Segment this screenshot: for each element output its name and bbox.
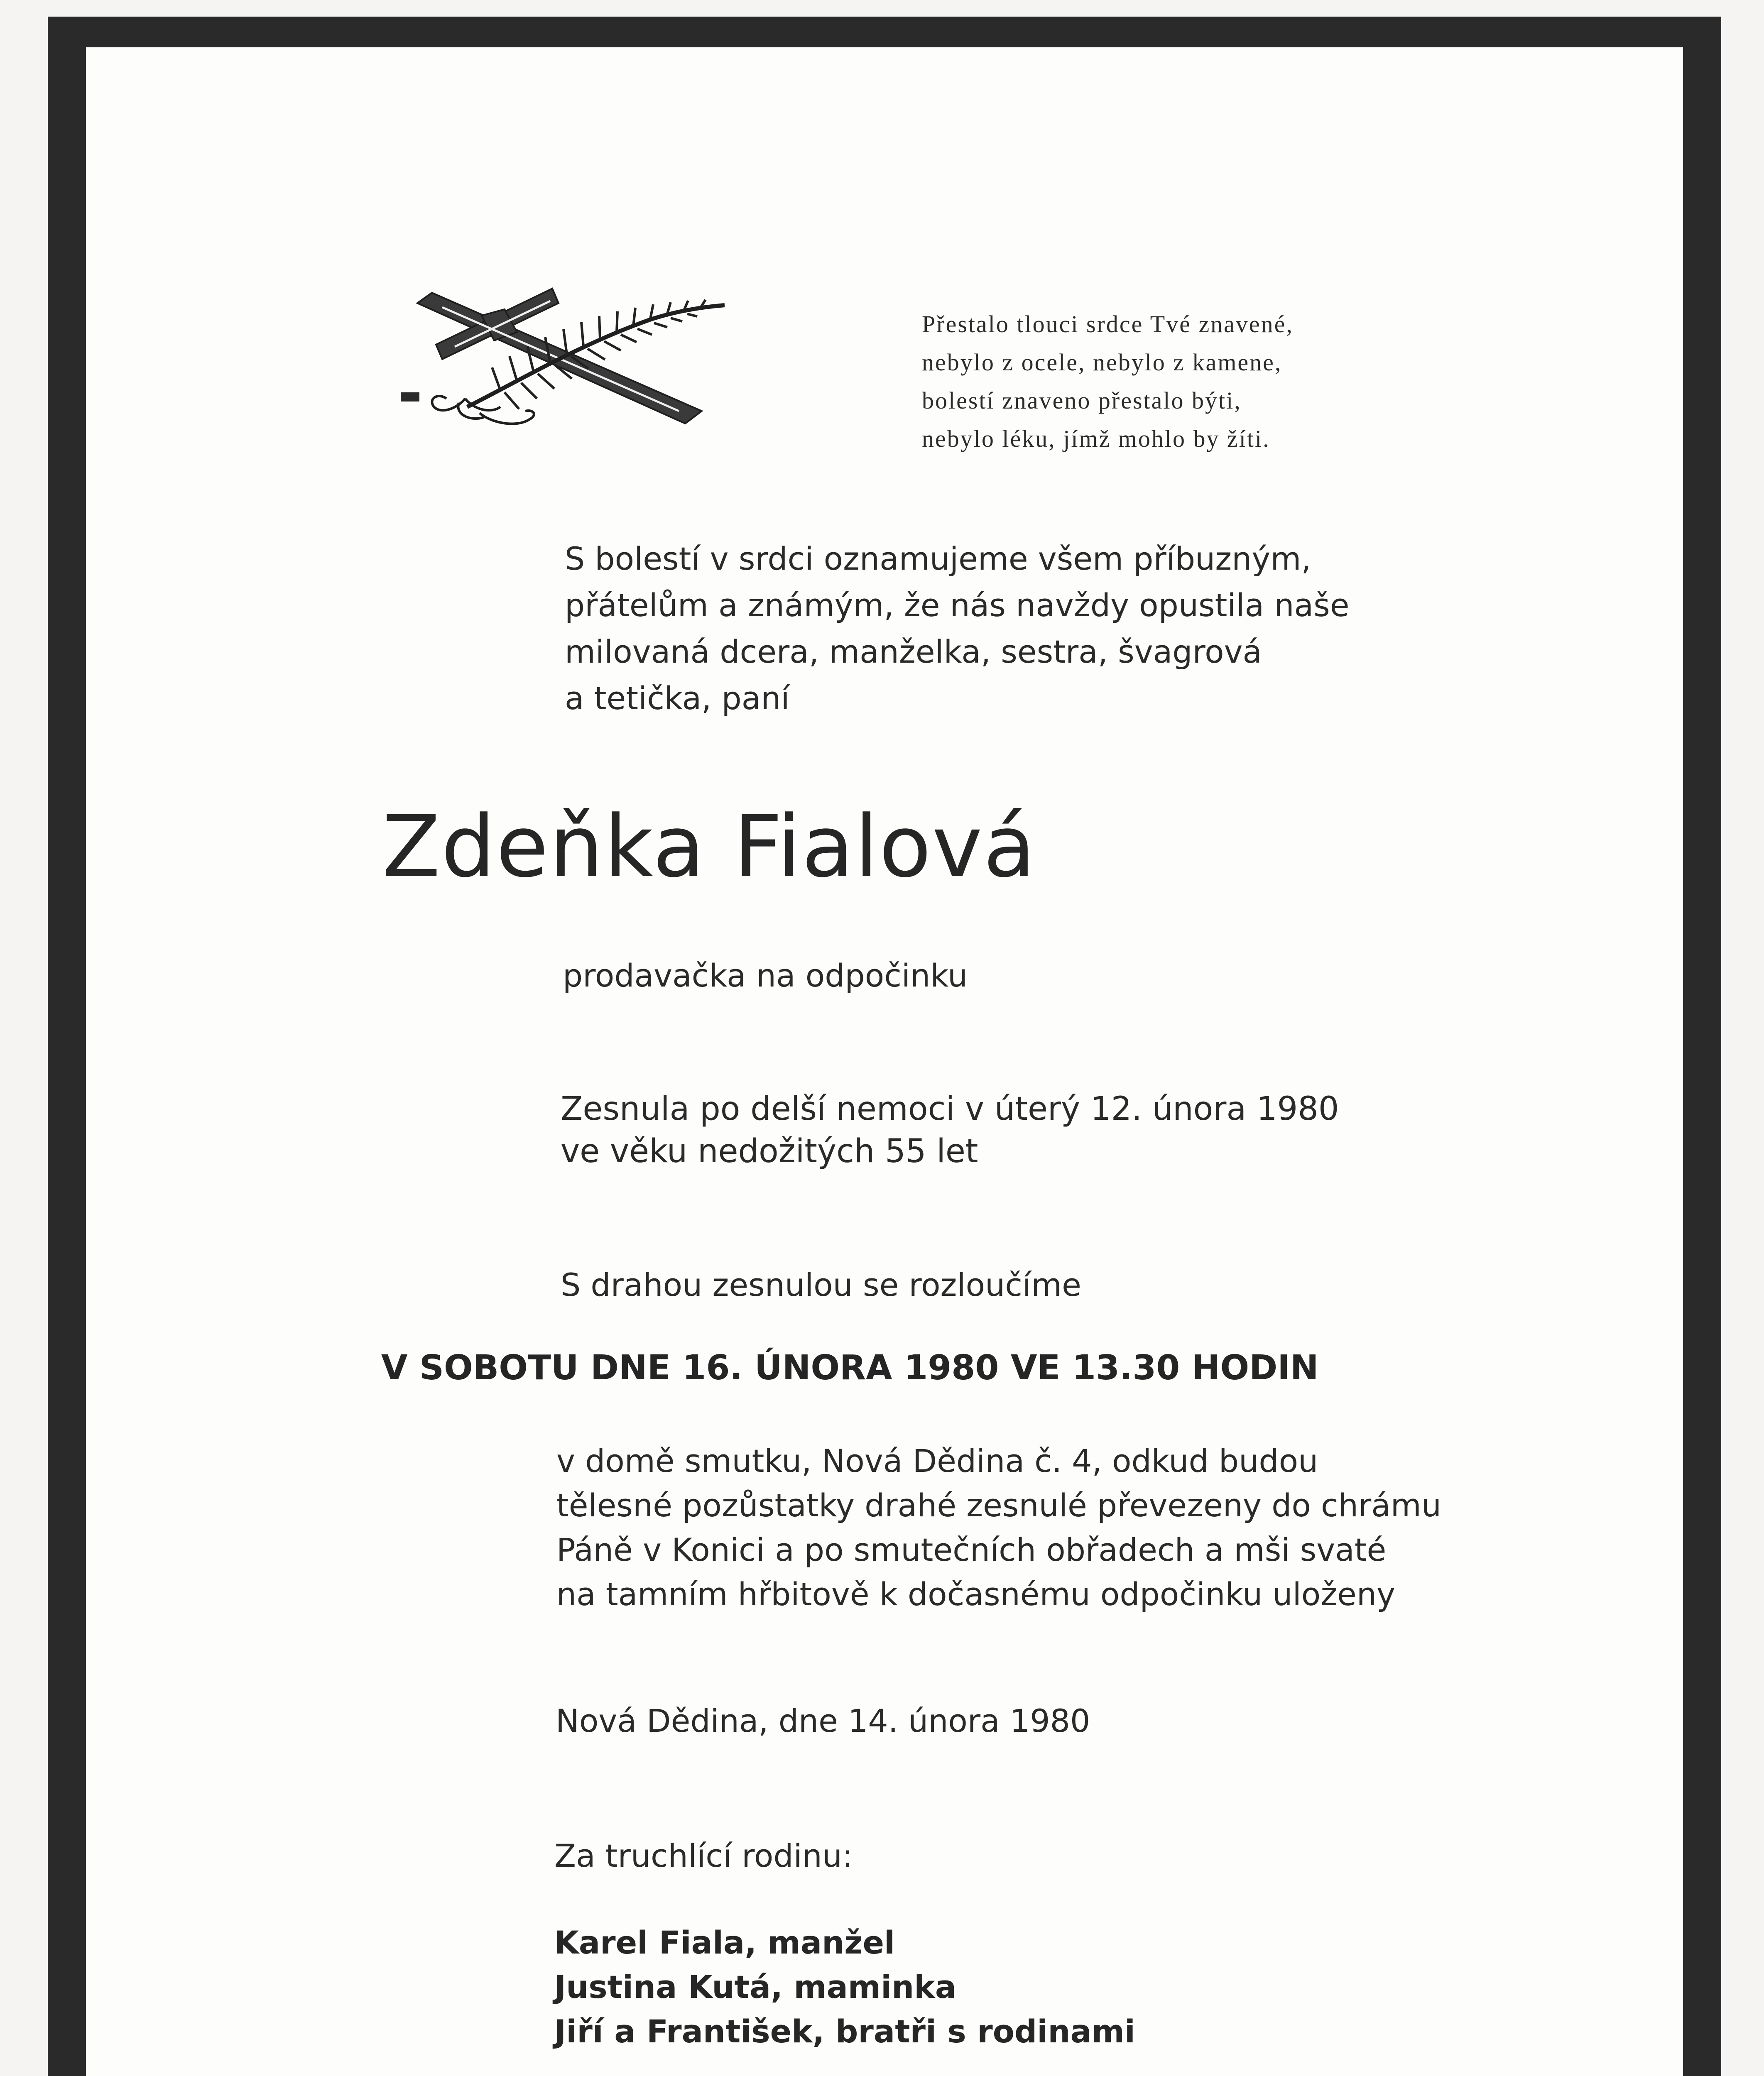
announcement-line: milovaná dcera, manželka, sestra, švagrová (565, 633, 1262, 670)
death-notice-line: ve věku nedožitých 55 let (561, 1133, 978, 1170)
announcement-line: S bolestí v srdci oznamujeme všem příbuzným, (565, 540, 1311, 577)
announcement-line: přátelům a známým, že nás navždy opustila naše (565, 587, 1350, 624)
verse-line: nebylo léku, jímž mohlo by žíti. (922, 425, 1270, 452)
ceremony-time: V SOBOTU DNE 16. ÚNORA 1980 VE 13.30 HODIN (381, 1348, 1319, 1388)
farewell-line: S drahou zesnulou se rozloučíme (561, 1266, 1081, 1303)
verse-line: nebylo z ocele, nebylo z kamene, (922, 349, 1282, 376)
place-and-date: Nová Dědina, dne 14. února 1980 (556, 1702, 1090, 1739)
cross-with-palm-branch-icon (392, 274, 745, 440)
family-member: Karel Fiala, manžel (554, 1924, 895, 1961)
ceremony-details-line: Páně v Konici a po smutečních obřadech a mši svaté (556, 1531, 1387, 1568)
mourning-border-frame (48, 17, 1721, 2076)
announcement-paragraph (565, 536, 1349, 722)
family-member: Justina Kutá, maminka (554, 1968, 957, 2005)
announcement-line: a tetička, paní (565, 680, 790, 717)
family-members-list (554, 1920, 1135, 2054)
ceremony-details-line: tělesné pozůstatky drahé zesnulé převezeny do chrámu (556, 1487, 1442, 1524)
family-member: Jiří a František, bratři s rodinami (554, 2013, 1135, 2050)
memorial-verse (922, 305, 1294, 458)
ceremony-details-line: na tamním hřbitově k dočasnému odpočinku uloženy (556, 1576, 1396, 1613)
deceased-name: Zdeňka Fialová (382, 798, 1036, 896)
ceremony-details-line: v domě smutku, Nová Dědina č. 4, odkud budou (556, 1442, 1318, 1479)
death-notice (561, 1088, 1339, 1173)
mourning-family-label: Za truchlící rodinu: (554, 1837, 853, 1874)
death-notice-line: Zesnula po delší nemoci v úterý 12. února 1980 (561, 1090, 1339, 1128)
ceremony-details (556, 1439, 1441, 1616)
deceased-occupation: prodavačka na odpočinku (563, 957, 968, 994)
verse-line: bolestí znaveno přestalo býti, (922, 387, 1242, 414)
verse-line: Přestalo tlouci srdce Tvé znavené, (922, 311, 1294, 338)
